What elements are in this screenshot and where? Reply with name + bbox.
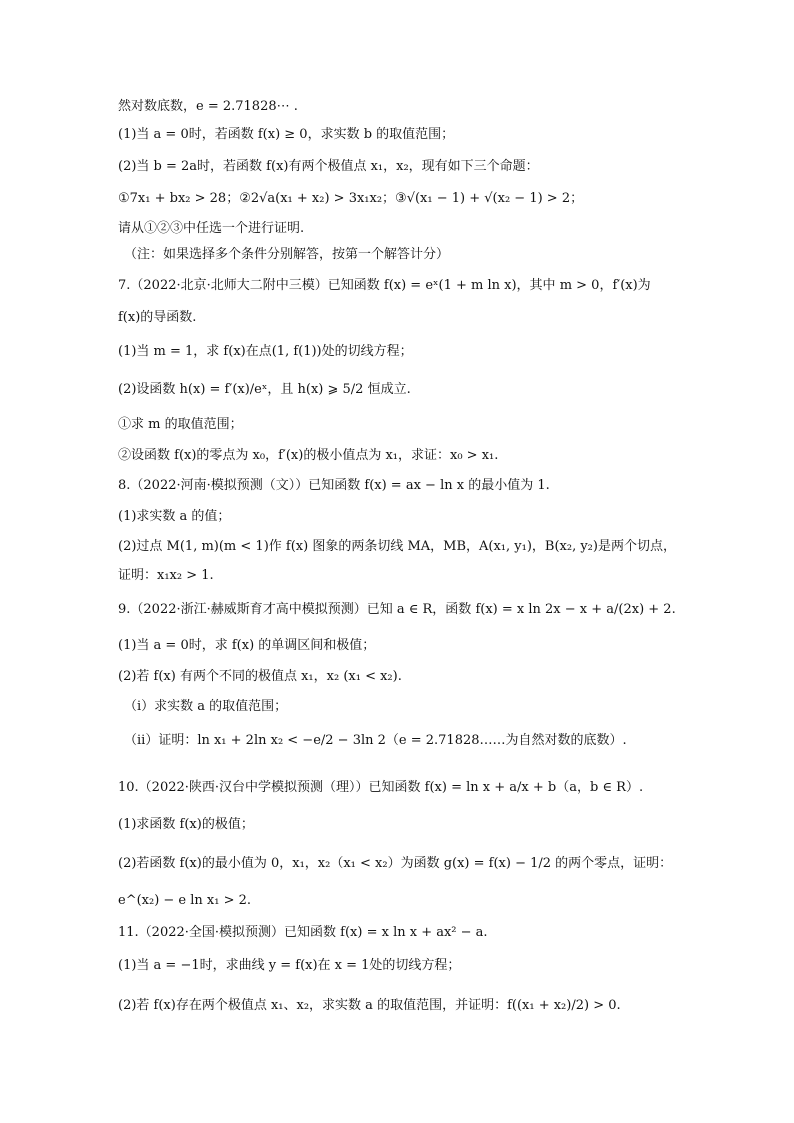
problem7-sub1: ①求 m 的取值范围； [118, 417, 243, 432]
problem9-sub-ii: （ii）证明：ln x₁ + 2ln x₂ < −e/2 − 3ln 2（e = 2.71828……为自然对数的底数）. [124, 733, 627, 748]
problem9-statement: 9.（2022·浙江·赫威斯育才高中模拟预测）已知 a ∈ R，函数 f(x) = x ln 2x − x + a/(2x) + 2. [118, 602, 676, 617]
problem10-part2: (2)若函数 f(x)的最小值为 0，x₁，x₂（x₁ < x₂）为函数 g(x) = f(x) − 1/2 的两个零点，证明： [118, 856, 673, 871]
problem6-propositions: ①7x₁ + bx₂ > 28；②2√a(x₁ + x₂) > 3x₁x₂；③√(x₁ − 1) + √(x₂ − 1) > 2； [118, 191, 584, 206]
problem8-proof: 证明：x₁x₂ > 1. [118, 568, 214, 583]
problem7-statement-cont: f(x)的导函数. [118, 310, 197, 325]
problem7-sub2: ②设函数 f(x)的零点为 x₀，f′(x)的极小值点为 x₁，求证：x₀ > x₁. [118, 448, 499, 463]
problem7-part1: (1)当 m = 1，求 f(x)在点(1, f(1))处的切线方程； [118, 344, 413, 359]
problem11-part1: (1)当 a = −1时，求曲线 y = f(x)在 x = 1处的切线方程； [118, 958, 461, 973]
problem8-part2: (2)过点 M(1, m)(m < 1)作 f(x) 图象的两条切线 MA，MB，A(x₁, y₁)，B(x₂, y₂)是两个切点， [118, 539, 676, 554]
problem9-sub-i: （i）求实数 a 的取值范围； [124, 699, 288, 714]
problem10-statement: 10.（2022·陕西·汉台中学模拟预测（理））已知函数 f(x) = ln x + a/x + b（a，b ∈ R）. [118, 780, 644, 795]
problem6-instruction: 请从①②③中任选一个进行证明. [118, 221, 305, 236]
problem6-note: （注：如果选择多个条件分别解答，按第一个解答计分） [124, 247, 450, 262]
problem6-part2: (2)当 b = 2a时，若函数 f(x)有两个极值点 x₁，x₂，现有如下三个命题： [118, 159, 539, 174]
problem10-inequality: e^(x₂) − e ln x₁ > 2. [118, 893, 252, 908]
problem6-part1: (1)当 a = 0时，若函数 f(x) ≥ 0，求实数 b 的取值范围； [118, 127, 455, 142]
problem9-part2: (2)若 f(x) 有两个不同的极值点 x₁，x₂ (x₁ < x₂). [118, 669, 402, 684]
problem8-statement: 8.（2022·河南·模拟预测（文））已知函数 f(x) = ax − ln x 的最小值为 1. [118, 478, 550, 493]
problem9-part1: (1)当 a = 0时，求 f(x) 的单调区间和极值； [118, 638, 376, 653]
problem7-statement: 7.（2022·北京·北师大二附中三模）已知函数 f(x) = eˣ(1 + m ln x)，其中 m > 0，f′(x)为 [118, 278, 651, 293]
problem11-part2: (2)若 f(x)存在两个极值点 x₁、x₂，求实数 a 的取值范围，并证明：f((x₁ + x₂)/2) > 0. [118, 998, 621, 1013]
problem11-statement: 11.（2022·全国·模拟预测）已知函数 f(x) = x ln x + ax² − a. [118, 925, 488, 940]
text-line-continuation: 然对数底数，e = 2.71828⋯ . [118, 99, 298, 114]
problem8-part1: (1)求实数 a 的值； [118, 509, 231, 524]
problem7-part2: (2)设函数 h(x) = f′(x)/eˣ，且 h(x) ⩾ 5/2 恒成立. [118, 382, 411, 397]
problem10-part1: (1)求函数 f(x)的极值； [118, 817, 254, 832]
